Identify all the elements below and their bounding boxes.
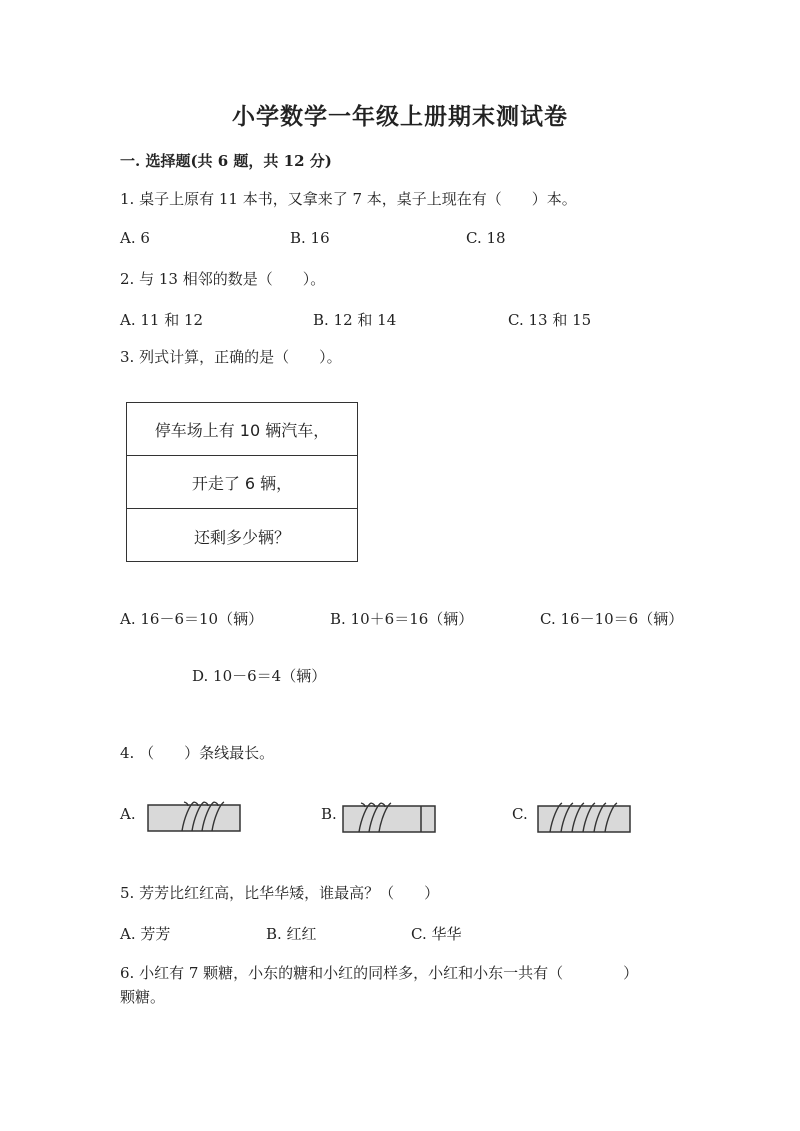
question-2-stem: 2. 与 13 相邻的数是（ ）。: [120, 270, 326, 288]
question-4-stem: 4. （ ）条线最长。: [120, 744, 275, 762]
question-5-option-b: B. 红红: [266, 925, 317, 943]
rod-with-coil-c: [536, 800, 634, 836]
question-1-option-a: A. 6: [120, 229, 150, 247]
question-2-option-b: B. 12 和 14: [313, 311, 397, 329]
question-1-option-c: C. 18: [466, 229, 506, 247]
question-5-option-a: A. 芳芳: [120, 925, 171, 943]
question-6-stem-line-1: 6. 小红有 7 颗糖，小东的糖和小红的同样多，小红和小东一共有（ ）: [120, 964, 639, 982]
word-problem-line-3: 还剩多少辆？: [193, 527, 290, 547]
question-3-option-c: C. 16－10＝6（辆）: [540, 610, 684, 628]
page-title: 小学数学一年级上册期末测试卷: [232, 103, 568, 130]
question-4-option-c: C.: [512, 805, 528, 823]
question-2-option-c: C. 13 和 15: [508, 311, 592, 329]
question-6-stem-line-2: 颗糖。: [120, 988, 166, 1006]
question-4-option-b: B.: [321, 805, 337, 823]
question-1-stem: 1. 桌子上原有 11 本书，又拿来了 7 本，桌子上现在有（ ）本。: [120, 190, 577, 208]
question-1-option-b: B. 16: [290, 229, 330, 247]
question-5-option-c: C. 华华: [411, 925, 462, 943]
question-3-option-d: D. 10－6＝4（辆）: [192, 667, 327, 685]
question-5-stem: 5. 芳芳比红红高，比华华矮，谁最高？（ ）: [120, 884, 440, 902]
word-problem-line-1: 停车场上有 10 辆汽车，: [127, 403, 357, 456]
question-2-option-a: A. 11 和 12: [120, 311, 204, 329]
word-problem-line-2: 开走了 6 辆，: [127, 456, 357, 509]
rod-with-coil-a: [146, 800, 244, 836]
question-3-stem: 3. 列式计算，正确的是（ ）。: [120, 348, 342, 366]
section-heading: 一. 选择题(共 6 题，共 12 分): [120, 152, 332, 170]
rod-with-coil-b: [341, 800, 439, 836]
word-problem-box: [126, 402, 358, 562]
question-3-option-b: B. 10＋6＝16（辆）: [330, 610, 474, 628]
question-4-option-a: A.: [120, 805, 136, 823]
question-3-option-a: A. 16－6＝10（辆）: [120, 610, 264, 628]
